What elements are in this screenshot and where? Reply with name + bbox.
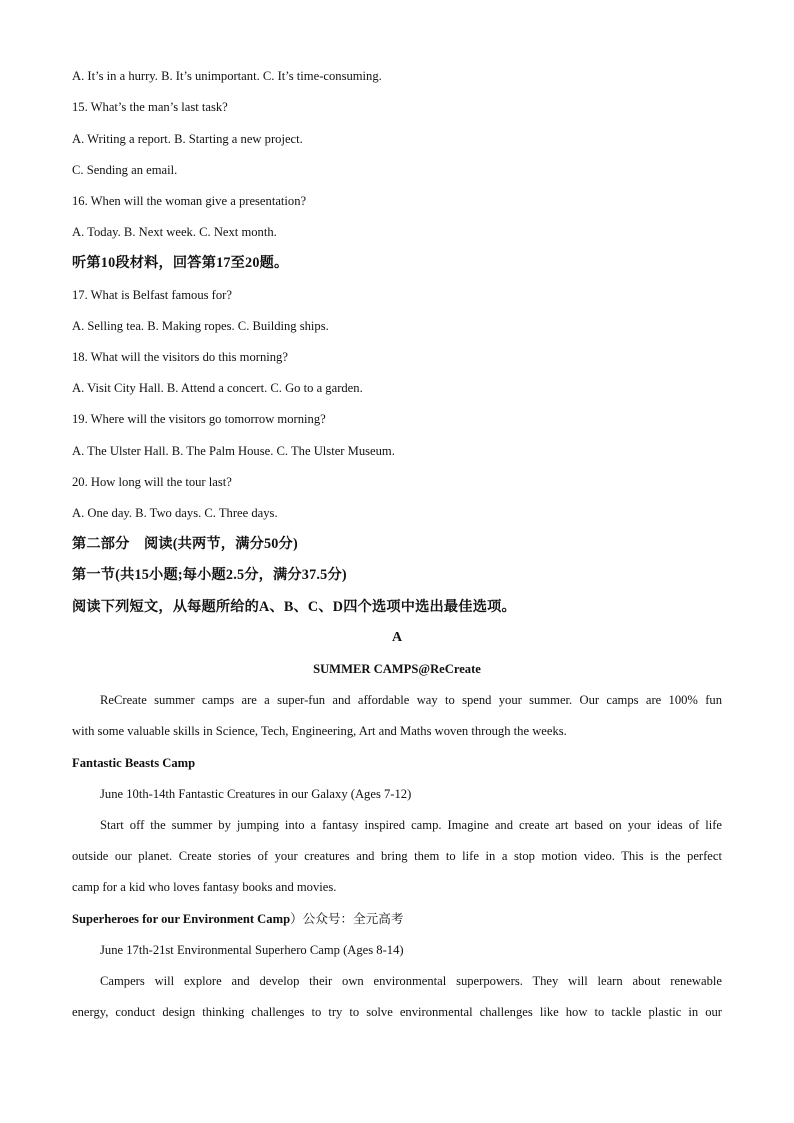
camp1-line-3: camp for a kid who loves fantasy books and movies. [72,880,337,894]
camp2-heading-row [72,911,403,927]
camp2-title: Superheroes for our Environment Camp [72,912,291,926]
camp1-title: Fantastic Beasts Camp [72,756,196,770]
question-16: 16. When will the woman give a presentation? [72,194,307,208]
q20-options: A. One day. B. Two days. C. Three days. [72,506,278,520]
q19-options: A. The Ulster Hall. B. The Palm House. C. The Ulster Museum. [72,444,395,458]
question-19: 19. Where will the visitors go tomorrow morning? [72,412,326,426]
q17-options: A. Selling tea. B. Making ropes. C. Building ships. [72,319,329,333]
camp1-line-1: Start off the summer by jumping into a fantasy inspired camp. Imagine and create art based on your ideas of life [100,818,722,832]
camp2-line-2: energy, conduct design thinking challenges to try to solve environmental challenges like how to tackle plastic in our [72,1005,722,1019]
camp1-dates: June 10th-14th Fantastic Creatures in our Galaxy (Ages 7-12) [100,787,412,801]
part2-heading: 第二部分 阅读(共两节，满分50分) [72,536,298,552]
watermark-text: ）公众号：全元高考 [290,912,404,926]
reading-instruction: 阅读下列短文，从每题所给的A、B、C、D四个选项中选出最佳选项。 [72,599,516,615]
q16-options: A. Today. B. Next week. C. Next month. [72,225,277,239]
camp2-dates: June 17th-21st Environmental Superhero Camp (Ages 8-14) [100,943,404,957]
q14-options: A. It’s in a hurry. B. It’s unimportant. C. It’s time-consuming. [72,69,382,83]
q15-option-c: C. Sending an email. [72,163,178,177]
question-18: 18. What will the visitors do this morning? [72,350,288,364]
passage-title: SUMMER CAMPS@ReCreate [313,662,481,676]
passage-letter: A [391,630,403,645]
camp2-line-1: Campers will explore and develop their own environmental superpowers. They will learn about renewable [100,974,722,988]
q15-options-ab: A. Writing a report. B. Starting a new project. [72,132,303,146]
intro-line-1: ReCreate summer camps are a super-fun and affordable way to spend your summer. Our camps are 100% fun [100,693,722,707]
question-15: 15. What’s the man’s last task? [72,100,228,114]
q18-options: A. Visit City Hall. B. Attend a concert. C. Go to a garden. [72,381,363,395]
question-20: 20. How long will the tour last? [72,475,232,489]
section10-heading: 听第10段材料，回答第17至20题。 [72,255,289,271]
question-17: 17. What is Belfast famous for? [72,288,232,302]
camp1-line-2: outside our planet. Create stories of your creatures and bring them to life in a stop motion video. This is the perfect [72,849,722,863]
intro-line-2: with some valuable skills in Science, Tech, Engineering, Art and Maths woven through the weeks. [72,724,567,738]
section1-heading: 第一节(共15小题;每小题2.5分，满分37.5分) [72,567,347,583]
